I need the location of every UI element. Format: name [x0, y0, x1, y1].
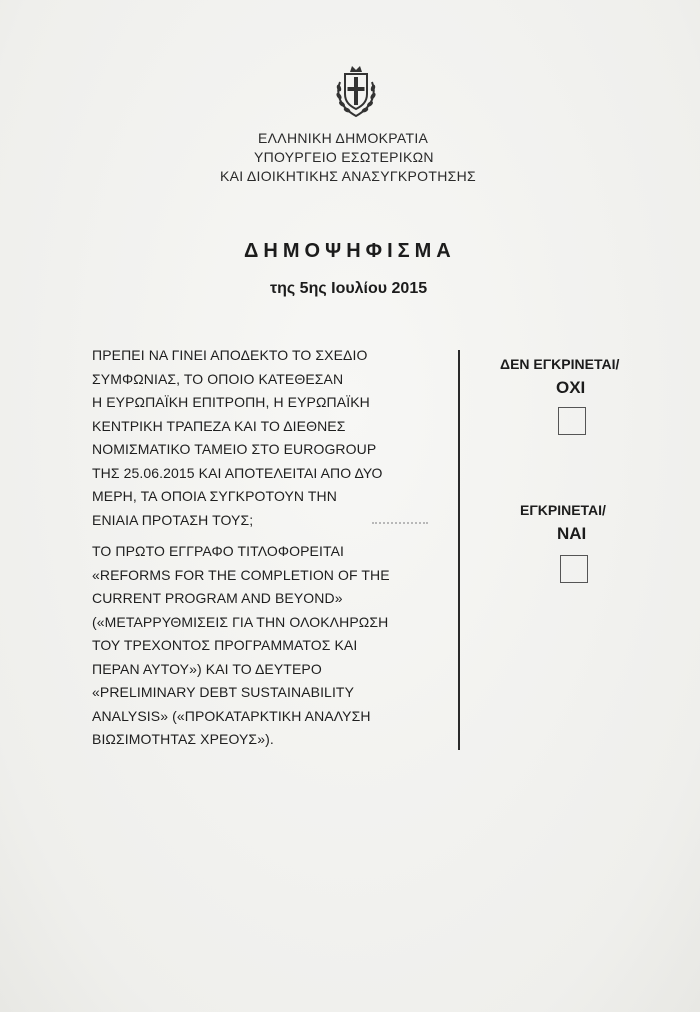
- question-line: CURRENT PROGRAM AND BEYOND»: [92, 590, 343, 606]
- question-line: ΒΙΩΣΙΜΟΤΗΤΑΣ ΧΡΕΟΥΣ»).: [92, 731, 274, 747]
- option-no-checkbox[interactable]: [558, 407, 586, 435]
- question-line: ΜΕΡΗ, ΤΑ ΟΠΟΙΑ ΣΥΓΚΡΟΤΟΥΝ ΤΗΝ: [92, 488, 337, 504]
- header-line: ΕΛΛΗΝΙΚΗ ΔΗΜΟΚΡΑΤΙΑ: [258, 130, 429, 146]
- option-no-label: ΔΕΝ ΕΓΚΡΙΝΕΤΑΙ/: [500, 356, 620, 372]
- header-line: ΚΑΙ ΔΙΟΙΚΗΤΙΚΗΣ ΑΝΑΣΥΓΚΡΟΤΗΣΗΣ: [220, 168, 476, 184]
- option-yes-checkbox[interactable]: [560, 555, 588, 583]
- question-line: «REFORMS FOR THE COMPLETION OF THE: [92, 566, 390, 583]
- option-no-word: ΟΧΙ: [556, 378, 586, 397]
- print-smudge: [372, 522, 428, 528]
- option-yes-label: ΕΓΚΡΙΝΕΤΑΙ/: [520, 502, 606, 518]
- document-date: της 5ης Ιουλίου 2015: [270, 280, 428, 297]
- option-yes-word: ΝΑΙ: [557, 524, 587, 543]
- question-line: ΝΟΜΙΣΜΑΤΙΚΟ ΤΑΜΕΙΟ ΣΤΟ EUROGROUP: [92, 441, 377, 457]
- question-line: «PRELIMINARY DEBT SUSTAINABILITY: [92, 684, 355, 700]
- question-line: ΤΟΥ ΤΡΕΧΟΝΤΟΣ ΠΡΟΓΡΑΜΜΑΤΟΣ ΚΑΙ: [92, 637, 358, 653]
- question-line: Η ΕΥΡΩΠΑΪΚΗ ΕΠΙΤΡΟΠΗ, Η ΕΥΡΩΠΑΪΚΗ: [92, 394, 370, 410]
- question-line: ΠΕΡΑΝ ΑΥΤΟΥ») ΚΑΙ ΤΟ ΔΕΥΤΕΡΟ: [92, 660, 322, 677]
- question-line: («ΜΕΤΑΡΡΥΘΜΙΣΕΙΣ ΓΙΑ ΤΗΝ ΟΛΟΚΛΗΡΩΣΗ: [92, 613, 389, 630]
- question-line: ΣΥΜΦΩΝΙΑΣ, ΤΟ ΟΠΟΙΟ ΚΑΤΕΘΕΣΑΝ: [92, 370, 344, 387]
- document-title: ΔΗΜΟΨΗΦΙΣΜΑ: [244, 240, 456, 262]
- greek-coat-of-arms-icon: [332, 60, 380, 120]
- question-line: ΤΟ ΠΡΩΤΟ ΕΓΓΡΑΦΟ ΤΙΤΛΟΦΟΡΕΙΤΑΙ: [92, 543, 345, 559]
- question-line: ΕΝΙΑΙΑ ΠΡΟΤΑΣΗ ΤΟΥΣ;: [92, 511, 254, 528]
- question-line: ΠΡΕΠΕΙ ΝΑ ΓΙΝΕΙ ΑΠΟΔΕΚΤΟ ΤΟ ΣΧΕΔΙΟ: [92, 347, 368, 363]
- question-line: ΤΗΣ 25.06.2015 ΚΑΙ ΑΠΟΤΕΛΕΙΤΑΙ ΑΠΟ ΔΥΟ: [92, 464, 383, 481]
- question-line: ANALYSIS» («ΠΡΟΚΑΤΑΡΚΤΙΚΗ ΑΝΑΛΥΣΗ: [92, 707, 371, 724]
- vertical-divider: [458, 350, 460, 750]
- header-line: ΥΠΟΥΡΓΕΙΟ ΕΣΩΤΕΡΙΚΩΝ: [254, 149, 434, 165]
- question-line: ΚΕΝΤΡΙΚΗ ΤΡΑΠΕΖΑ ΚΑΙ ΤΟ ΔΙΕΘΝΕΣ: [92, 417, 346, 434]
- referendum-question: [92, 344, 452, 752]
